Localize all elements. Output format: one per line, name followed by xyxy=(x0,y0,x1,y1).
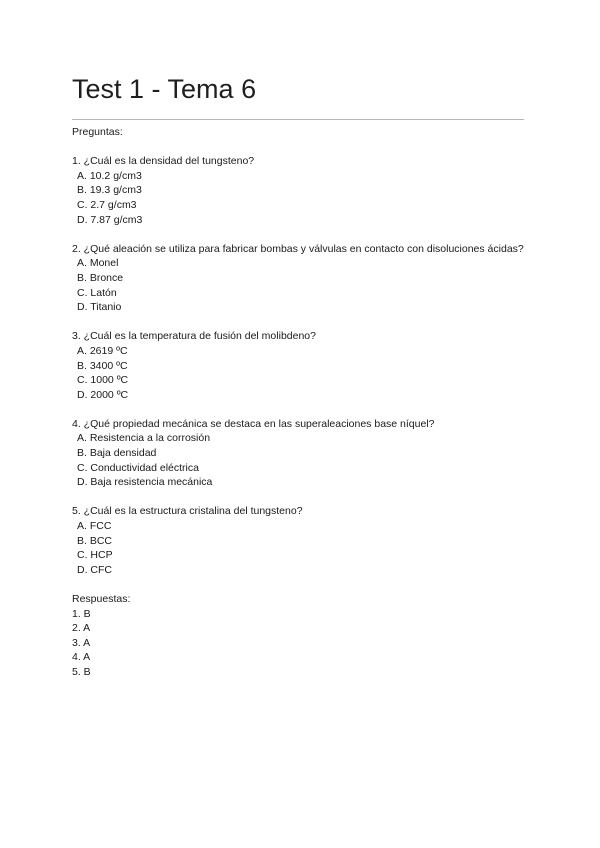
option-item: B. Bronce xyxy=(77,271,124,284)
question-text: 5. ¿Cuál es la estructura cristalina del tungsteno? xyxy=(72,505,303,518)
answer-item: 5. B xyxy=(72,665,91,678)
question-text: 3. ¿Cuál es la temperatura de fusión del molibdeno? xyxy=(72,330,316,343)
question-text: 4. ¿Qué propiedad mecánica se destaca en las superaleaciones base níquel? xyxy=(72,417,435,430)
option-item: A. 2619 ºC xyxy=(77,344,128,357)
option-list xyxy=(72,169,524,227)
document-title: Test 1 - Tema 6 xyxy=(72,74,257,104)
option-item: A. Resistencia a la corrosión xyxy=(77,432,211,445)
question-text: 1. ¿Cuál es la densidad del tungsteno? xyxy=(72,155,255,168)
option-item: A. Monel xyxy=(77,257,119,270)
option-item: D. 2000 ºC xyxy=(77,388,129,401)
option-item: A. FCC xyxy=(77,520,112,533)
option-list xyxy=(72,431,524,489)
option-item: A. 10.2 g/cm3 xyxy=(77,169,142,182)
option-item: C. Latón xyxy=(77,286,117,299)
question-item xyxy=(72,504,524,577)
option-item: B. 19.3 g/cm3 xyxy=(77,184,142,197)
option-item: B. BCC xyxy=(77,534,113,547)
answer-item: 2. A xyxy=(72,622,91,635)
answer-item: 3. A xyxy=(72,636,91,649)
option-item: D. CFC xyxy=(77,563,112,576)
option-item: B. 3400 ºC xyxy=(77,359,128,372)
title-divider xyxy=(72,119,524,120)
option-item: C. 2.7 g/cm3 xyxy=(77,198,137,211)
question-item xyxy=(72,154,524,227)
option-list xyxy=(72,344,524,402)
option-item: C. HCP xyxy=(77,549,113,562)
question-item xyxy=(72,417,524,490)
answer-item: 4. A xyxy=(72,651,91,664)
option-list xyxy=(72,256,524,314)
document-body xyxy=(72,125,524,680)
option-item: B. Baja densidad xyxy=(77,447,157,460)
answer-list xyxy=(72,607,524,680)
option-item: D. Baja resistencia mecánica xyxy=(77,476,213,489)
option-item: D. Titanio xyxy=(77,301,122,314)
question-text: 2. ¿Qué aleación se utiliza para fabricar bombas y válvulas en contacto con disoluciones ácidas? xyxy=(72,242,524,255)
question-item xyxy=(72,329,524,402)
option-item: C. 1000 ºC xyxy=(77,374,129,387)
question-item xyxy=(72,242,524,315)
option-item: C. Conductividad eléctrica xyxy=(77,461,199,474)
answer-item: 1. B xyxy=(72,607,91,620)
option-item: D. 7.87 g/cm3 xyxy=(77,213,143,226)
answers-label: Respuestas: xyxy=(72,593,131,605)
questions-label: Preguntas: xyxy=(72,126,123,138)
option-list xyxy=(72,519,524,577)
